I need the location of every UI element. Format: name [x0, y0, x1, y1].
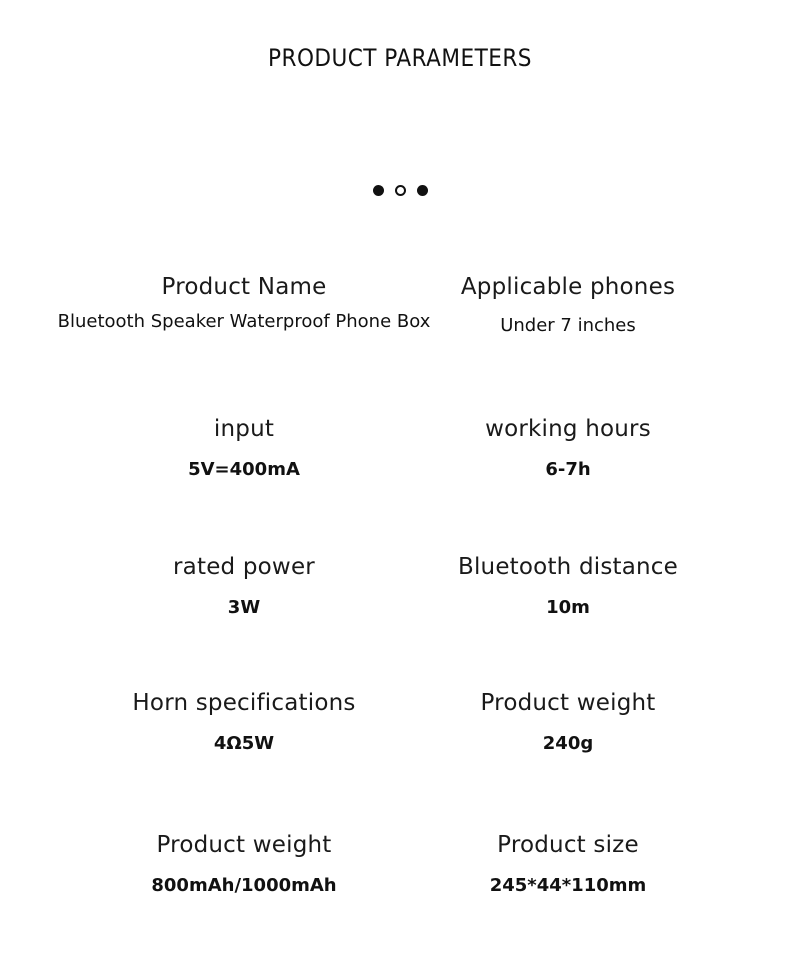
parameter-row — [0, 550, 800, 686]
parameter-label: Product weight — [156, 832, 332, 858]
parameter-value: 6-7h — [545, 459, 591, 480]
parameter-label: Horn specifications — [132, 690, 356, 716]
page-title: PRODUCT PARAMETERS — [268, 44, 532, 72]
parameter-value: 240g — [542, 733, 594, 754]
parameter-product-size — [418, 828, 718, 898]
parameter-label: Applicable phones — [460, 274, 676, 300]
parameter-applicable-phones — [418, 270, 718, 338]
parameter-product-weight — [418, 686, 718, 756]
parameter-value: 245*44*110mm — [489, 875, 647, 896]
parameter-label: Product weight — [480, 690, 656, 716]
parameter-label: Product size — [497, 832, 639, 858]
parameter-label: Bluetooth distance — [457, 554, 679, 580]
parameter-value: Bluetooth Speaker Waterproof Phone Box — [57, 311, 431, 332]
parameter-value: 800mAh/1000mAh — [151, 875, 337, 896]
dot-hollow-icon — [395, 185, 406, 196]
dot-icon — [373, 185, 384, 196]
parameter-horn-specifications — [44, 686, 444, 756]
dot-icon — [417, 185, 428, 196]
parameter-row — [0, 270, 800, 412]
parameter-label: input — [213, 416, 275, 442]
parameter-row — [0, 686, 800, 828]
parameter-label: working hours — [485, 416, 651, 442]
parameter-value: 10m — [546, 597, 590, 618]
parameter-value: 4Ω5W — [213, 733, 275, 754]
parameter-input — [44, 412, 444, 482]
parameter-label: Product Name — [161, 274, 327, 300]
parameter-product-name — [44, 270, 444, 334]
parameter-value: Under 7 inches — [500, 315, 636, 336]
parameter-bluetooth-distance — [418, 550, 718, 620]
parameter-value: 5V=400mA — [188, 459, 300, 480]
divider-dots — [0, 185, 800, 196]
parameter-label: rated power — [173, 554, 315, 580]
parameter-value: 3W — [227, 597, 261, 618]
parameters-grid — [0, 270, 800, 928]
parameter-battery — [44, 828, 444, 898]
parameter-working-hours — [418, 412, 718, 482]
parameter-row — [0, 412, 800, 550]
parameter-row — [0, 828, 800, 928]
parameter-rated-power — [44, 550, 444, 620]
